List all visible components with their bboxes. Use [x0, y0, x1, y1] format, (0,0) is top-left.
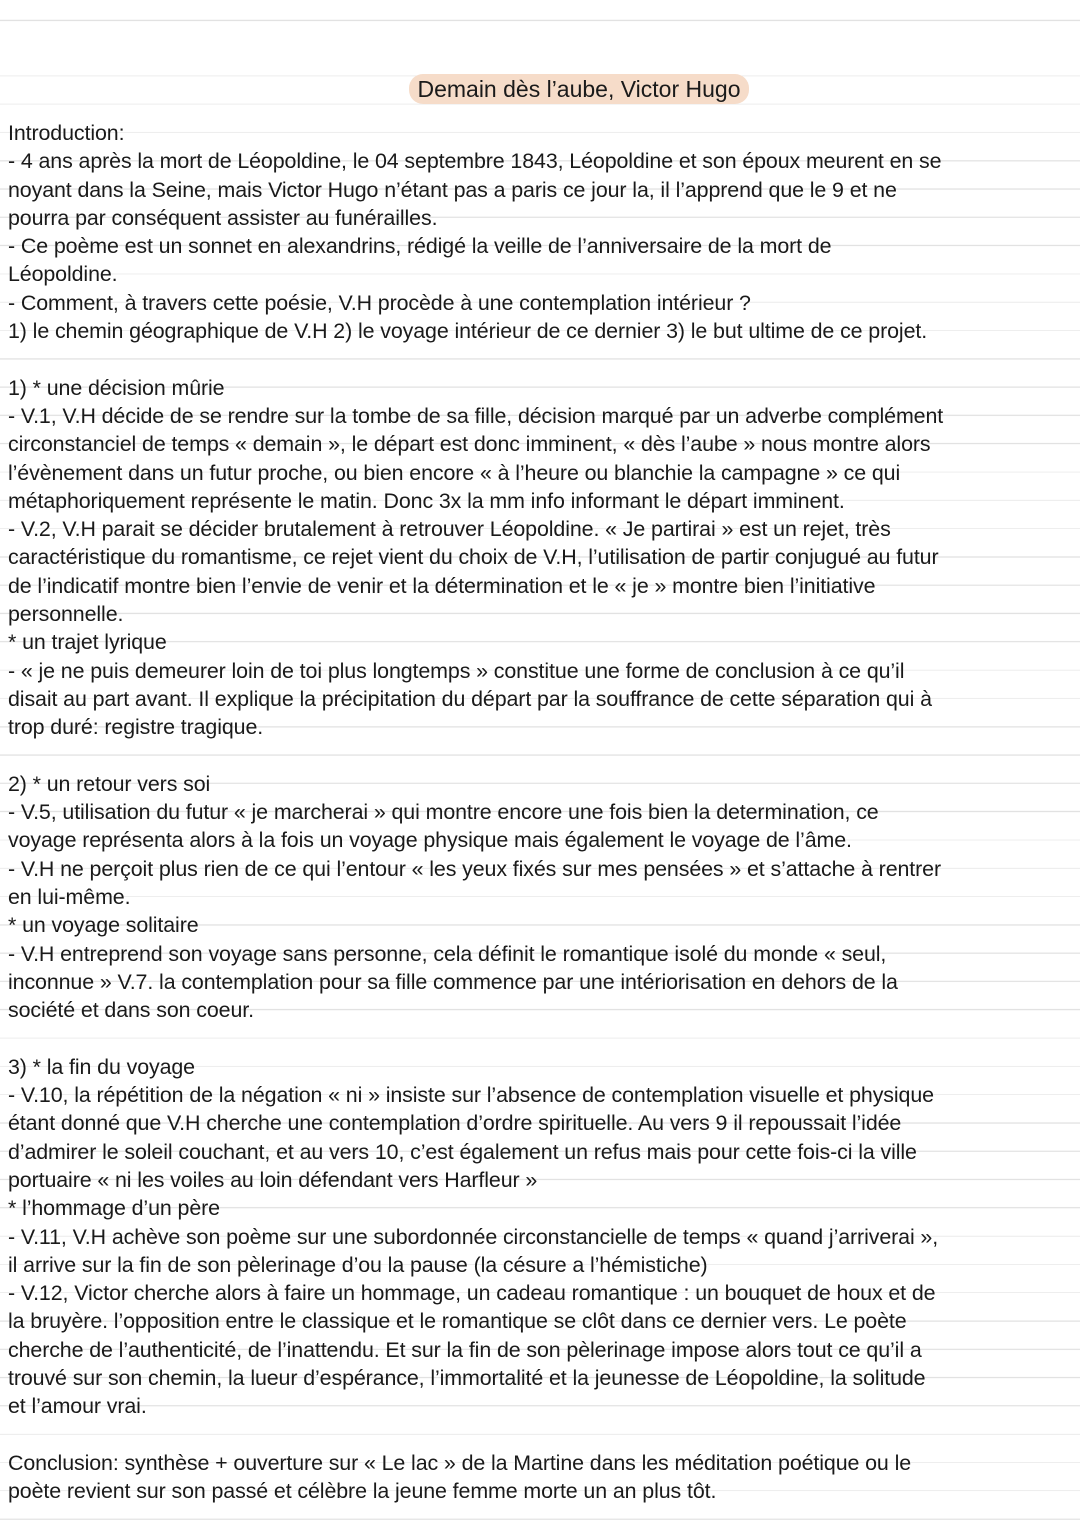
text-line: - V.2, V.H parait se décider brutalement à retrouver Léopoldine. « Je partirai » est un rejet, très [8, 517, 891, 542]
text-line: caractéristique du romantisme, ce rejet vient du choix de V.H, l’utilisation de partir conjugué au futur [8, 545, 939, 570]
text-line: * l’hommage d’un père [8, 1196, 220, 1221]
text-line: l’évènement dans un futur proche, ou bien encore « à l’heure ou blanchie la campagne » ce qui [8, 460, 901, 485]
text-line: 1) le chemin géographique de V.H 2) le voyage intérieur de ce dernier 3) le but ultime de ce projet. [8, 319, 928, 344]
text-line: la bruyère. l’opposition entre le classique et le romantique se clôt dans ce dernier vers. Le poète [8, 1309, 907, 1334]
blank-line [8, 1421, 1076, 1449]
text-line: pourra par conséquent assister au funérailles. [8, 205, 438, 230]
text-line: disait au part avant. Il explique la précipitation du départ par la souffrance de cette séparation qui à [8, 686, 932, 711]
text-line: * un voyage solitaire [8, 913, 199, 938]
text-line: trop duré: registre tragique. [8, 715, 264, 740]
text-line: - Ce poème est un sonnet en alexandrins, rédigé la veille de l’anniversaire de la mort de [8, 234, 832, 259]
blank-line [8, 1025, 1076, 1053]
text-line: cherche de l’authenticité, de l’inattendu. Et sur la fin de son pèlerinage impose alors tout ce qu’il a [8, 1337, 922, 1362]
text-line: de l’indicatif montre bien l’envie de venir et la détermination et le « je » montre bien l’initiative [8, 573, 876, 598]
page-title: Demain dès l’aube, Victor Hugo [409, 74, 748, 104]
text-line: métaphoriquement représente le matin. Donc 3x la mm info informant le départ imminent. [8, 488, 845, 513]
blank-line [8, 345, 1076, 373]
text-line: Conclusion: synthèse + ouverture sur « Le lac » de la Martine dans les méditation poétique ou le [8, 1450, 912, 1475]
text-line: personnelle. [8, 602, 124, 627]
text-line: - V.12, Victor cherche alors à faire un hommage, un cadeau romantique : un bouquet de houx et de [8, 1281, 936, 1306]
text-line: inconnue » V.7. la contemplation pour sa fille commence par une intériorisation en dehors de la [8, 969, 898, 994]
text-line: d’admirer le soleil couchant, et au vers 10, c’est également un refus mais pour cette fois-ci la ville [8, 1139, 917, 1164]
text-line: étant donné que V.H cherche une contemplation d’ordre spirituelle. Au vers 9 il repoussait l’idée [8, 1111, 902, 1136]
text-line: - V.5, utilisation du futur « je marcherai » qui montre encore une fois bien la determination, ce [8, 800, 879, 825]
text-line: poète revient sur son passé et célèbre la jeune femme morte un an plus tôt. [8, 1479, 717, 1504]
text-line: - V.11, V.H achève son poème sur une subordonnée circonstancielle de temps « quand j’arriverai », [8, 1224, 939, 1249]
text-line: Léopoldine. [8, 262, 118, 287]
text-line: 3) * la fin du voyage [8, 1054, 195, 1079]
text-line: il arrive sur la fin de son pèlerinage d’ou la pause (la césure a l’hémistiche) [8, 1252, 708, 1277]
text-line: - V.10, la répétition de la négation « ni » insiste sur l’absence de contemplation visuelle et physique [8, 1083, 934, 1108]
text-line: 1) * une décision mûrie [8, 375, 225, 400]
text-line: - V.H ne perçoit plus rien de ce qui l’entour « les yeux fixés sur mes pensées » et s’attache à rentrer [8, 856, 941, 881]
text-line: en lui-même. [8, 885, 131, 910]
text-line: - 4 ans après la mort de Léopoldine, le 04 septembre 1843, Léopoldine et son époux meurent en se [8, 149, 942, 174]
text-line: noyant dans la Seine, mais Victor Hugo n’étant pas a paris ce jour la, il l’apprend que le 9 et ne [8, 177, 897, 202]
text-line: 2) * un retour vers soi [8, 771, 211, 796]
text-line: - « je ne puis demeurer loin de toi plus longtemps » constitue une forme de conclusion à ce qu’il [8, 658, 905, 683]
text-line: - Comment, à travers cette poésie, V.H procède à une contemplation intérieur ? [8, 290, 751, 315]
text-line: Introduction: [8, 121, 125, 145]
text-line: portuaire « ni les voiles au loin défendant vers Harfleur » [8, 1167, 538, 1192]
text-line: - V.H entreprend son voyage sans personne, cela définit le romantique isolé du monde « seul, [8, 941, 887, 966]
text-line: voyage représenta alors à la fois un voyage physique mais également le voyage de l’âme. [8, 828, 852, 853]
title-container [0, 74, 1080, 104]
note-body [8, 119, 1076, 1506]
text-line: - V.1, V.H décide de se rendre sur la tombe de sa fille, décision marqué par un adverbe complément [8, 403, 944, 428]
text-line: et l’amour vrai. [8, 1394, 147, 1419]
text-line: trouvé sur son chemin, la lueur d’espérance, l’immortalité et la jeunesse de Léopoldine, la solitude [8, 1366, 926, 1391]
blank-line [8, 742, 1076, 770]
text-line: société et dans son coeur. [8, 998, 254, 1023]
text-line: circonstanciel de temps « demain », le départ est donc imminent, « dès l’aube » nous montre alors [8, 432, 931, 457]
text-line: * un trajet lyrique [8, 630, 167, 655]
